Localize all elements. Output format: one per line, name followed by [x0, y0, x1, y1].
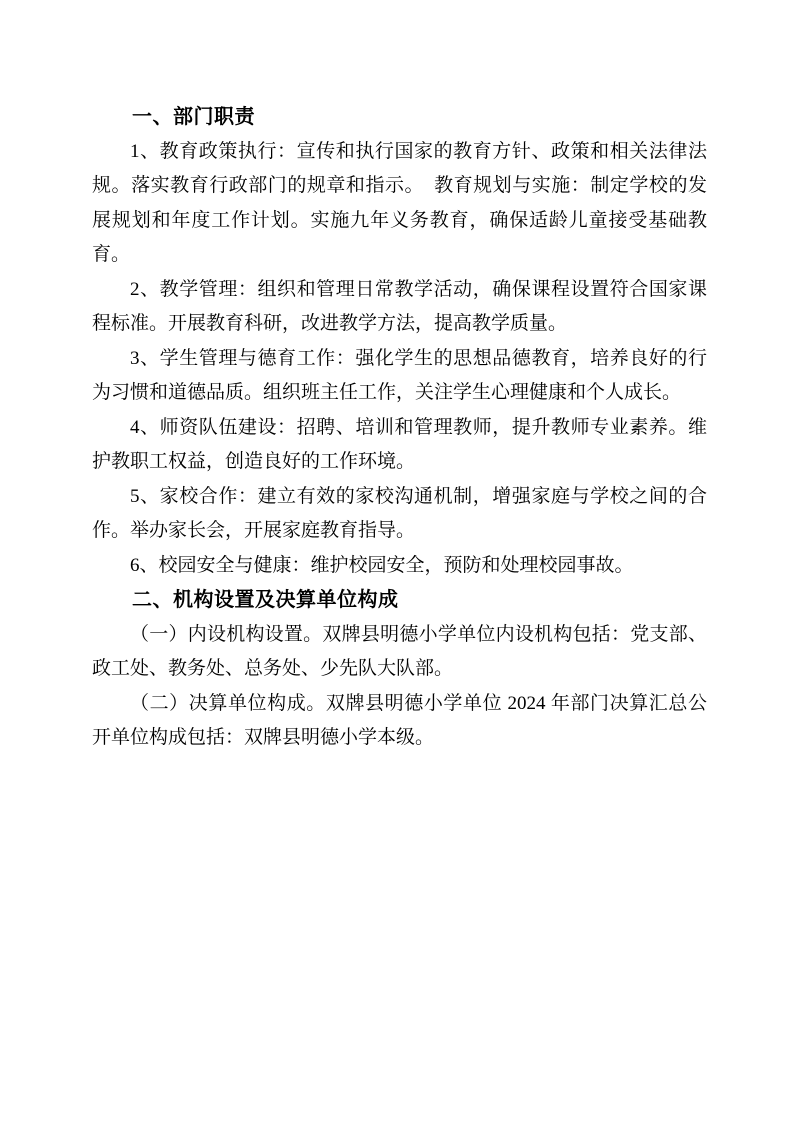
paragraph-teaching-management: 2、教学管理：组织和管理日常教学活动，确保课程设置符合国家课程标准。开展教育科研，改进教学方法，提高教学质量。 — [92, 278, 707, 334]
paragraph-internal-organization: （一）内设机构设置。双牌县明德小学单位内设机构包括：党支部、政工处、教务处、总务处、少先队大队部。 — [92, 623, 707, 679]
paragraph-student-management: 3、学生管理与德育工作：强化学生的思想品德教育，培养良好的行为习惯和道德品质。组织班主任工作，关注学生心理健康和个人成长。 — [92, 347, 707, 403]
paragraph-teacher-development: 4、师资队伍建设：招聘、培训和管理教师，提升教师专业素养。维护教职工权益，创造良好的工作环境。 — [92, 416, 707, 472]
paragraph-budget-unit-composition: （二）决算单位构成。双牌县明德小学单位 2024 年部门决算汇总公开单位构成包括：双牌县明德小学本级。 — [92, 692, 707, 748]
section-heading-organization-structure: 二、机构设置及决算单位构成 — [132, 589, 399, 611]
paragraph-home-school-cooperation: 5、家校合作：建立有效的家校沟通机制，增强家庭与学校之间的合作。举办家长会，开展家庭教育指导。 — [92, 485, 707, 541]
paragraph-education-policy: 1、教育政策执行：宣传和执行国家的教育方针、政策和相关法律法规。落实教育行政部门的规章和指示。 教育规划与实施：制定学校的发展规划和年度工作计划。实施九年义务教育，确保适龄儿童接受基础教育。 — [92, 140, 707, 265]
paragraph-campus-safety: 6、校园安全与健康：维护校园安全，预防和处理校园事故。 — [130, 554, 634, 576]
section-heading-department-duties: 一、部门职责 — [132, 106, 255, 128]
